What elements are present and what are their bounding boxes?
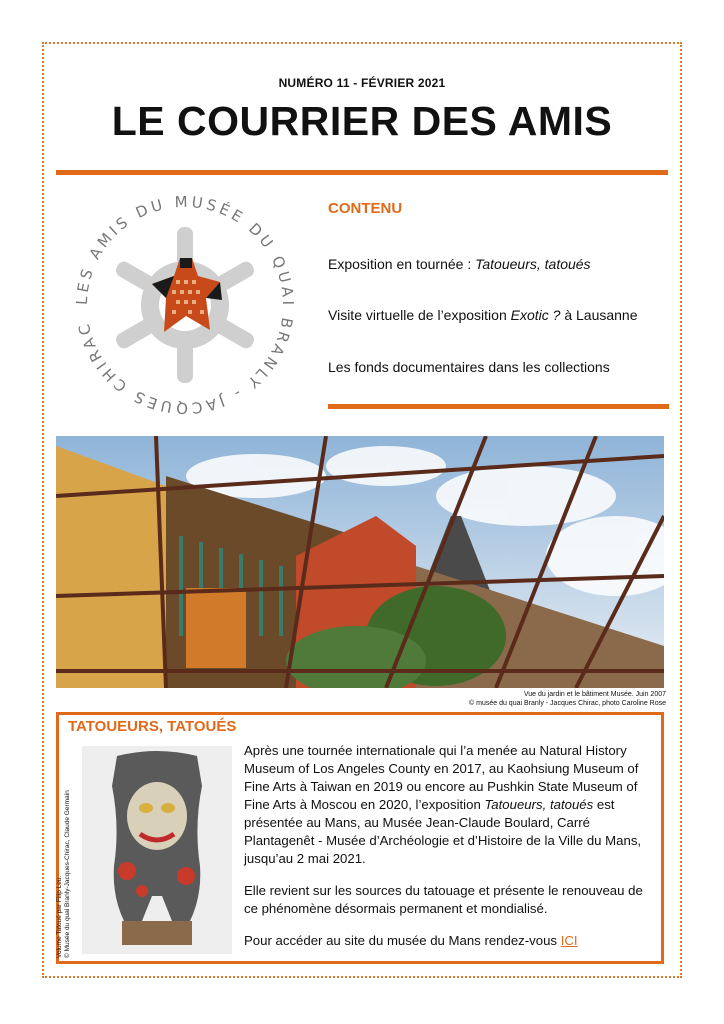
contents-item-2: Visite virtuelle de l’exposition Exotic ? à Lausanne — [328, 307, 638, 323]
tattooed-torso-image — [82, 746, 232, 954]
article-body — [244, 742, 656, 964]
logo-ring-text: LES AMIS DU MUSÉE DU QUAI BRANLY - JACQUES CHIRAC — [72, 192, 298, 418]
torso-image-credit: Volume Tatoué par Filip Leu. © Musée du quai Branly-Jacques-Chirac, Claude Germain — [56, 790, 71, 958]
article-title: TATOUEURS, TATOUÉS — [68, 718, 237, 735]
issue-line: NUMÉRO 11 - FÉVRIER 2021 — [278, 76, 446, 90]
article-paragraph-1: Après une tournée internationale qui l’a menée au Natural History Museum of Los Angeles County en 2017, au Kaohsiung Museum of Fine Arts à Taiwan en 2019 ou encore au Pushkin State Museum of Fine Arts à Moscou en 2020, l’exposition Tatoueurs, tatoués est présentée au Mans, au Musée Jean-Claude Boulard, Carré Plantagenêt - Musée d’Archéologie et d’Histoire de la Ville du Mans, jusqu’au 2 mai 2021. — [244, 743, 642, 866]
contents-item-3: Les fonds documentaires dans les collections — [328, 359, 610, 375]
contents-divider — [328, 404, 669, 409]
title-divider — [56, 170, 668, 175]
association-logo — [60, 180, 310, 430]
newsletter-title: LE COURRIER DES AMIS — [111, 98, 613, 144]
contents-heading: CONTENU — [328, 200, 403, 217]
photo-credit-line-1: Vue du jardin et le bâtiment Musée. Juin 2007 — [523, 691, 666, 698]
museum-photo — [56, 436, 664, 688]
contents-item-1: Exposition en tournée : Tatoueurs, tatoués — [328, 256, 591, 272]
photo-credit-line-2: © musée du quai Branly - Jacques Chirac, photo Caroline Rose — [469, 700, 666, 707]
museum-site-link[interactable]: ICI — [560, 933, 578, 948]
article-paragraph-3: Pour accéder au site du musée du Mans rendez-vous ICI — [244, 933, 578, 948]
article-paragraph-2: Elle revient sur les sources du tatouage et présente le renouveau de ce phénomène désormais permanent et mondialisé. — [244, 883, 643, 916]
